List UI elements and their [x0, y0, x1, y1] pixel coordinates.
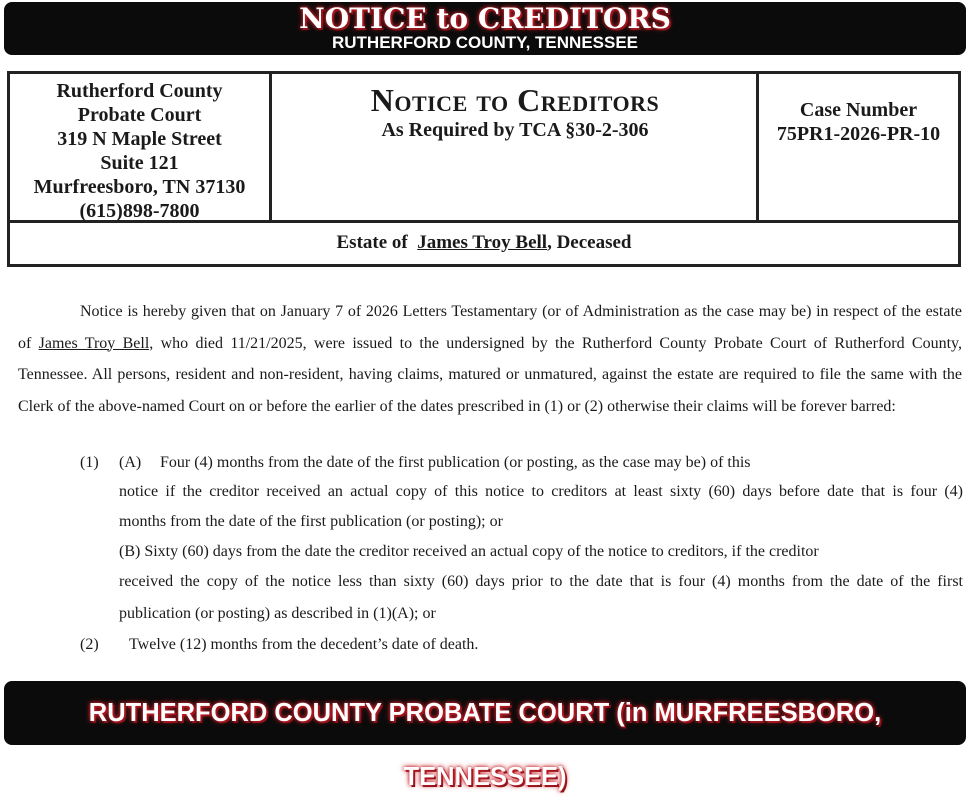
case-number-label: Case Number	[799, 99, 918, 121]
item-1a-line3: months from the date of the first publication (or posting); or	[119, 513, 503, 530]
estate-row	[10, 220, 958, 264]
court-address	[10, 74, 272, 222]
paragraph-part2: who died 11/21/2025, were issued to the undersigned by the Rutherford County Probate Court of Rutherford County, Tennessee. All persons, resident and non-resident, having claims, matured or unmatured, against the estate are required to file the same with the Clerk of the above-named Court on or before the earlier of the dates prescribed in (1) or (2) otherwise their claims will be forever barred:	[18, 334, 963, 415]
notice-body	[18, 296, 962, 422]
item-1b-line2: received the copy of the notice less than sixty (60) days prior to the date that is four (4) months from the date of the first	[119, 573, 963, 590]
paragraph-decedent-name: James Troy Bell,	[38, 334, 154, 352]
court-city: Murfreesboro, TN 37130	[33, 176, 246, 198]
banner-subtitle: RUTHERFORD COUNTY, TENNESSEE	[331, 33, 639, 52]
court-name-line1: Rutherford County	[56, 80, 223, 102]
item-1a-label: (A)	[119, 454, 142, 471]
item-2-number: (2)	[80, 636, 99, 653]
item-1a-line1: Four (4) months from the date of the first publication (or posting, as the case may be) of this	[160, 454, 751, 471]
decedent-name: James Troy Bell	[417, 232, 548, 253]
estate-suffix: , Deceased	[547, 232, 632, 253]
notice-paragraph	[18, 296, 962, 422]
banner-title: NOTICE to CREDITORS	[299, 2, 671, 35]
case-number-cell	[756, 74, 958, 222]
item-1a-line2: notice if the creditor received an actual copy of this notice to creditors at least sixty (60) days before date that is four (4)	[119, 483, 963, 500]
notice-title-cell	[272, 74, 758, 222]
court-name-line2: Probate Court	[77, 104, 202, 126]
court-phone: (615)898-7800	[79, 200, 200, 222]
top-banner	[4, 2, 966, 55]
case-number: 75PR1-2026-PR-10	[776, 123, 941, 145]
notice-title: Notice to Creditors	[370, 82, 660, 118]
estate-prefix: Estate of	[336, 232, 408, 253]
bottom-banner: RUTHERFORD COUNTY PROBATE COURT (in MURFREESBORO, TENNESSEE)	[4, 681, 966, 745]
item-1b-line3: publication (or posting) as described in (1)(A); or	[119, 605, 436, 622]
notice-statute: As Required by TCA §30-2-306	[381, 119, 649, 141]
paragraph-part1: Notice is hereby given that on January 7 of 2026 Letters Testamentary (or of Administration as the case may be) in respect of the estate of	[18, 303, 962, 352]
item-1b-line1: (B) Sixty (60) days from the date the creditor received an actual copy of the notice to creditors, if the creditor	[119, 543, 819, 560]
item-1-number: (1)	[80, 454, 99, 471]
item-2-text: Twelve (12) months from the decedent’s date of death.	[129, 636, 479, 653]
court-suite: Suite 121	[100, 152, 179, 174]
notice-header-table	[7, 71, 961, 267]
court-street: 319 N Maple Street	[57, 128, 222, 150]
